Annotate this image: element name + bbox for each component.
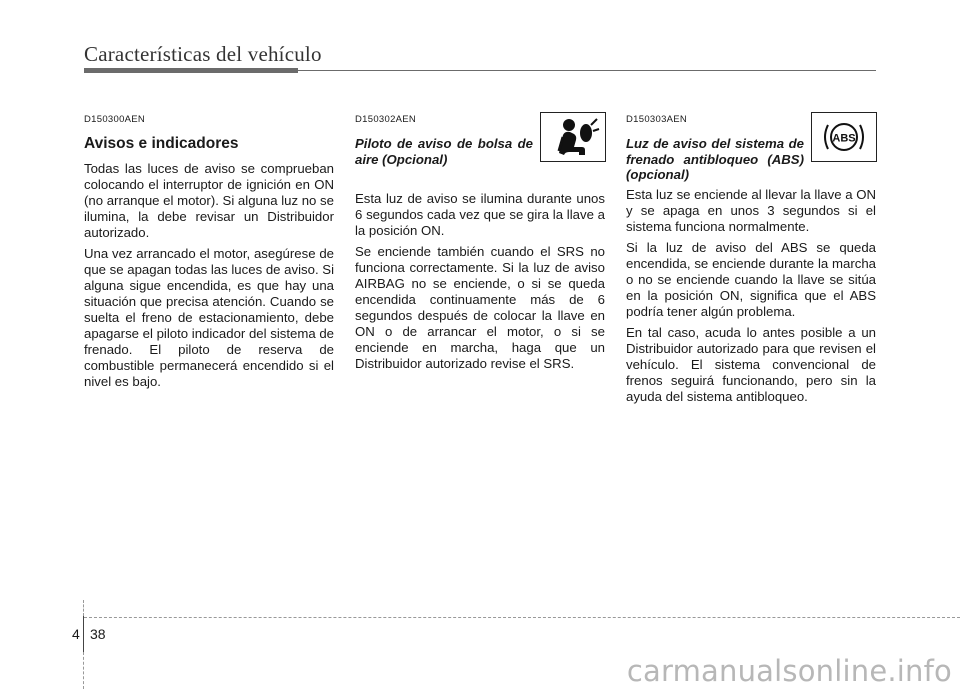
paragraph: Una vez arrancado el motor, asegúrese de que se apagan todas las luces de aviso. Si alguna sigue encendida, es que hay una situación que precisa atención. Cuando se suelta el freno de estacionamiento, debe apagarse el piloto indicador del sistema de frenado. El piloto de reserva de combustible permanecerá encendido si el nivel es bajo. — [84, 246, 334, 389]
paragraph: Se enciende también cuando el SRS no funciona correctamente. Si la luz de aviso AIRBAG no se enciende, o si se queda encendida continuamente más de 6 segundos después de colocar la llave en ON o de arrancar el motor, o si se enciende en marcha, haga que un Distribuidor autorizado revise el SRS. — [355, 244, 605, 371]
section-title: Piloto de aviso de bolsa de aire (Opcional) — [355, 136, 533, 167]
footer-rule — [84, 617, 960, 618]
paragraph: Esta luz de aviso se ilumina durante unos 6 segundos cada vez que se gira la llave a la posición ON. — [355, 191, 605, 238]
abs-icon-label: ABS — [832, 132, 856, 145]
section-code: D150303AEN — [626, 114, 688, 125]
footer-divider — [83, 600, 85, 616]
watermark: carmanualsonline.info — [626, 654, 952, 688]
footer-divider — [83, 652, 85, 689]
page-number: 38 — [90, 626, 106, 642]
paragraph: Todas las luces de aviso se comprueban colocando el interruptor de ignición en ON (no arranque el motor). Si alguna luz no se ilumina, la debe revisar un Distribuidor autorizado. — [84, 161, 334, 240]
paragraph: Esta luz se enciende al llevar la llave a ON y se apaga en unos 3 segundos si el sistema funciona normalmente. — [626, 186, 876, 234]
paragraph: Si la luz de aviso del ABS se queda encendida, se enciende durante la marcha o no se enciende cuando la llave se sitúa en la posición ON, significa que el ABS podría tener algún problema. — [626, 239, 876, 319]
section-title: Luz de aviso del sistema de frenado antibloqueo (ABS) (opcional) — [626, 136, 804, 182]
section-code: D150302AEN — [355, 114, 417, 125]
abs-warning-icon — [811, 112, 877, 162]
header-rule-thin — [298, 70, 876, 71]
section-title: Avisos e indicadores — [84, 135, 239, 152]
footer-divider — [83, 616, 84, 652]
section-code: D150300AEN — [84, 114, 146, 125]
paragraph: En tal caso, acuda lo antes posible a un Distribuidor autorizado para que revisen el vehículo. El sistema convencional de frenos seguirá funcionando, pero sin la ayuda del sistema antibloqueo. — [626, 324, 876, 404]
section-warnings-indicators — [84, 112, 334, 395]
airbag-warning-icon — [540, 112, 606, 162]
chapter-number: 4 — [72, 626, 80, 642]
header-rule-thick — [84, 68, 298, 73]
page-header-title: Características del vehículo — [84, 42, 322, 66]
